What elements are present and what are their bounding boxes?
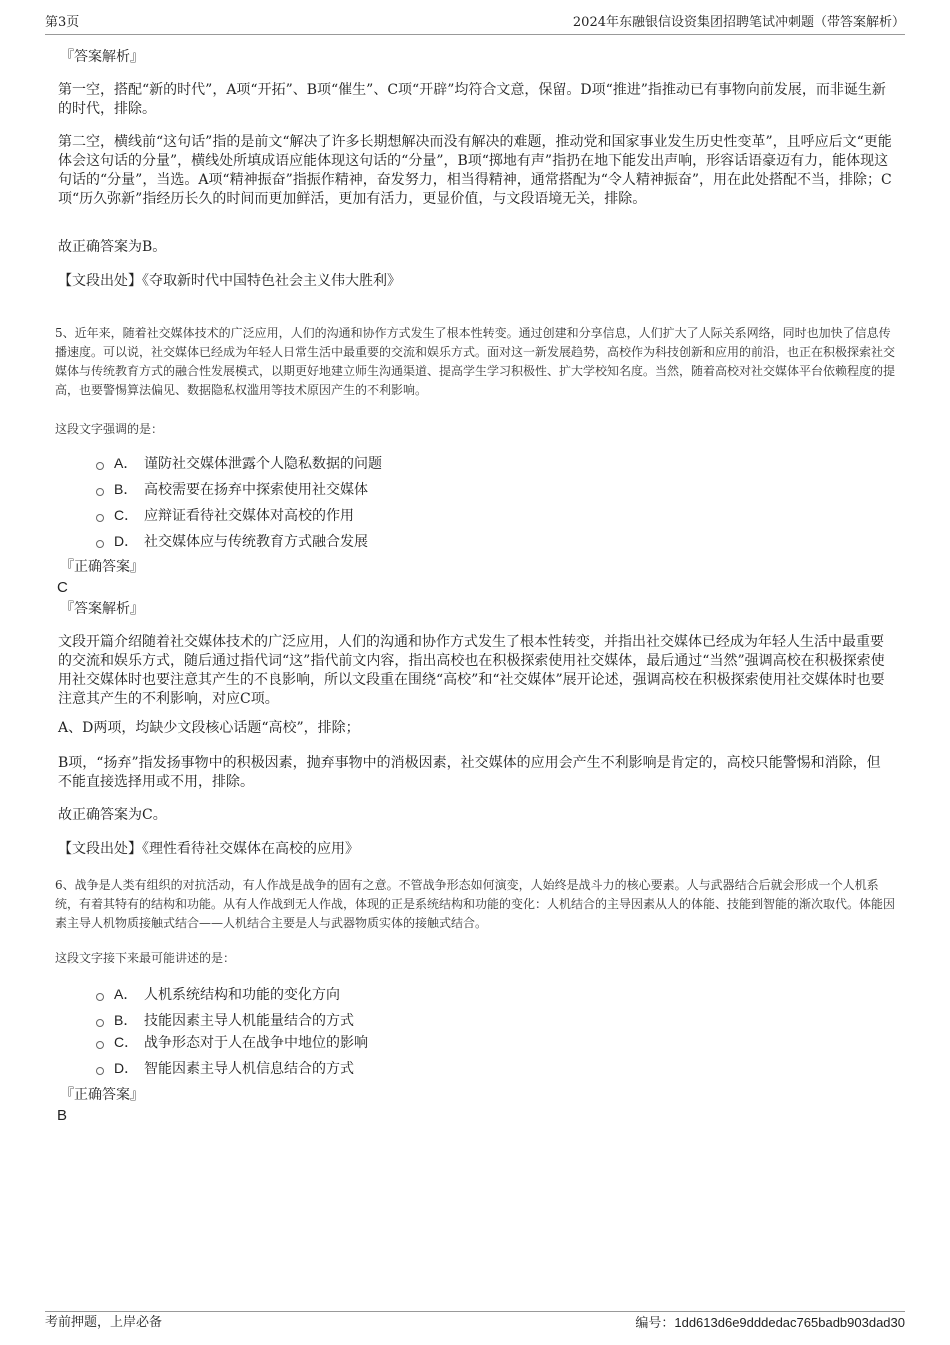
option-b[interactable]: B． 高校需要在扬弃中探索使用社交媒体 — [96, 479, 368, 500]
option-d[interactable]: D． 智能因素主导人机信息结合的方式 — [96, 1058, 354, 1079]
document-code: 编号：1dd613d6e9dddedac765badb903dad30 — [635, 1315, 905, 1331]
analysis-label: 『答案解析』 — [60, 601, 144, 617]
radio-icon[interactable] — [96, 1067, 104, 1075]
radio-icon[interactable] — [96, 993, 104, 1001]
option-c[interactable]: C． 应辩证看待社交媒体对高校的作用 — [96, 505, 354, 526]
radio-icon[interactable] — [96, 1041, 104, 1049]
page-header — [45, 14, 905, 35]
option-c[interactable]: C． 战争形态对于人在战争中地位的影响 — [96, 1032, 368, 1053]
question-prompt: 这段文字强调的是： — [55, 422, 164, 436]
conclusion: 故正确答案为C。 — [58, 807, 167, 823]
option-d[interactable]: D． 社交媒体应与传统教育方式融合发展 — [96, 531, 368, 552]
option-a[interactable]: A． 谨防社交媒体泄露个人隐私数据的问题 — [96, 453, 382, 474]
source-citation: 【文段出处】《理性看待社交媒体在高校的应用》 — [58, 841, 359, 857]
radio-icon[interactable] — [96, 514, 104, 522]
page-footer — [45, 1311, 905, 1336]
question-text: 5、近年来，随着社交媒体技术的广泛应用，人们的沟通和协作方式发生了根本性转变。通过创建和分享信息，人们扩大了人际关系网络，同时也加快了信息传播速度。可以说，社交媒体已经成为年轻人日常生活中最重要的交流和娱乐方式。面对这一新发展趋势，高校作为科技创新和应用的前沿，也正在积极探索社交媒体与传统教育方式的融合性发展模式，以期更好地建立师生沟通渠道、提高学生学习积极性、扩大学校知名度。当然，随着高校对社交媒体平台依赖程度的提高，也要警惕算法偏见、数据隐私权滥用等技术原因产生的不利影响。 — [55, 326, 896, 397]
conclusion: 故正确答案为B。 — [58, 239, 167, 255]
radio-icon[interactable] — [96, 1019, 104, 1027]
footer-note: 考前押题，上岸必备 — [45, 1315, 163, 1330]
analysis-paragraph: A、D两项，均缺少文段核心话题“高校”，排除； — [58, 720, 360, 736]
analysis-label: 『答案解析』 — [60, 49, 144, 65]
correct-answer: C — [57, 579, 68, 596]
option-a[interactable]: A． 人机系统结构和功能的变化方向 — [96, 984, 340, 1005]
page-number: 第3页 — [45, 15, 80, 30]
question-prompt: 这段文字接下来最可能讲述的是： — [55, 951, 236, 965]
question-text: 6、战争是人类有组织的对抗活动，有人作战是战争的固有之意。不管战争形态如何演变，人始终是战斗力的核心要素。人与武器结合后就会形成一个人机系统，有着其特有的结构和功能。从有人作战到无人作战，体现的正是系统结构和功能的变化：人机结合的主导因素从人的体能、技能到智能的渐次取代。体能因素主导人机物质接触式结合——人机结合主要是人与武器物质实体的接触式结合。 — [55, 878, 896, 930]
analysis-paragraph: 文段开篇介绍随着社交媒体技术的广泛应用，人们的沟通和协作方式发生了根本性转变，并指出社交媒体已经成为年轻人生活中最重要的交流和娱乐方式，随后通过指代词“这”指代前文内容，指出高校也在积极探索使用社交媒体，最后通过“当然”强调高校在积极探索使用社交媒体时也要注意其产生的不良影响，所以文段重在围绕“高校”和“社交媒体”展开论述，强调高校在积极探索使用社交媒体时也要注意其产生的不利影响，对应C项。 — [58, 634, 885, 707]
analysis-paragraph: B项，“扬弃”指发扬事物中的积极因素，抛弃事物中的消极因素，社交媒体的应用会产生不利影响是肯定的，高校只能警惕和消除，但不能直接选择用或不用，排除。 — [58, 755, 881, 790]
answer-label: 『正确答案』 — [60, 1087, 144, 1103]
document-title: 2024年东融银信设资集团招聘笔试冲刺题（带答案解析） — [572, 15, 905, 30]
radio-icon[interactable] — [96, 540, 104, 548]
correct-answer: B — [57, 1107, 68, 1124]
analysis-paragraph: 第一空，搭配“新的时代”，A项“开拓”、B项“催生”、C项“开辟”均符合文意，保留。D项“推进”指推动已有事物向前发展，而非诞生新的时代，排除。 — [58, 82, 886, 117]
radio-icon[interactable] — [96, 462, 104, 470]
radio-icon[interactable] — [96, 488, 104, 496]
analysis-paragraph: 第二空，横线前“这句话”指的是前文“解决了许多长期想解决而没有解决的难题，推动党和国家事业发生历史性变革”，且呼应后文“更能体会这句话的分量”，横线处所填成语应能体现这句话的“分量”，B项“掷地有声”指扔在地下能发出声响，形容话语豪迈有力，能体现这句话的“分量”，当选。A项“精神振奋”指振作精神，奋发努力，相当得精神，通常搭配为“令人精神振奋”，用在此处搭配不当，排除；C项“历久弥新”指经历长久的时间而更加鲜活，更加有活力，更显价值，与文段语境无关，排除。 — [58, 134, 892, 207]
option-b[interactable]: B． 技能因素主导人机能量结合的方式 — [96, 1010, 354, 1031]
answer-label: 『正确答案』 — [60, 559, 144, 575]
source-citation: 【文段出处】《夺取新时代中国特色社会主义伟大胜利》 — [58, 273, 401, 289]
